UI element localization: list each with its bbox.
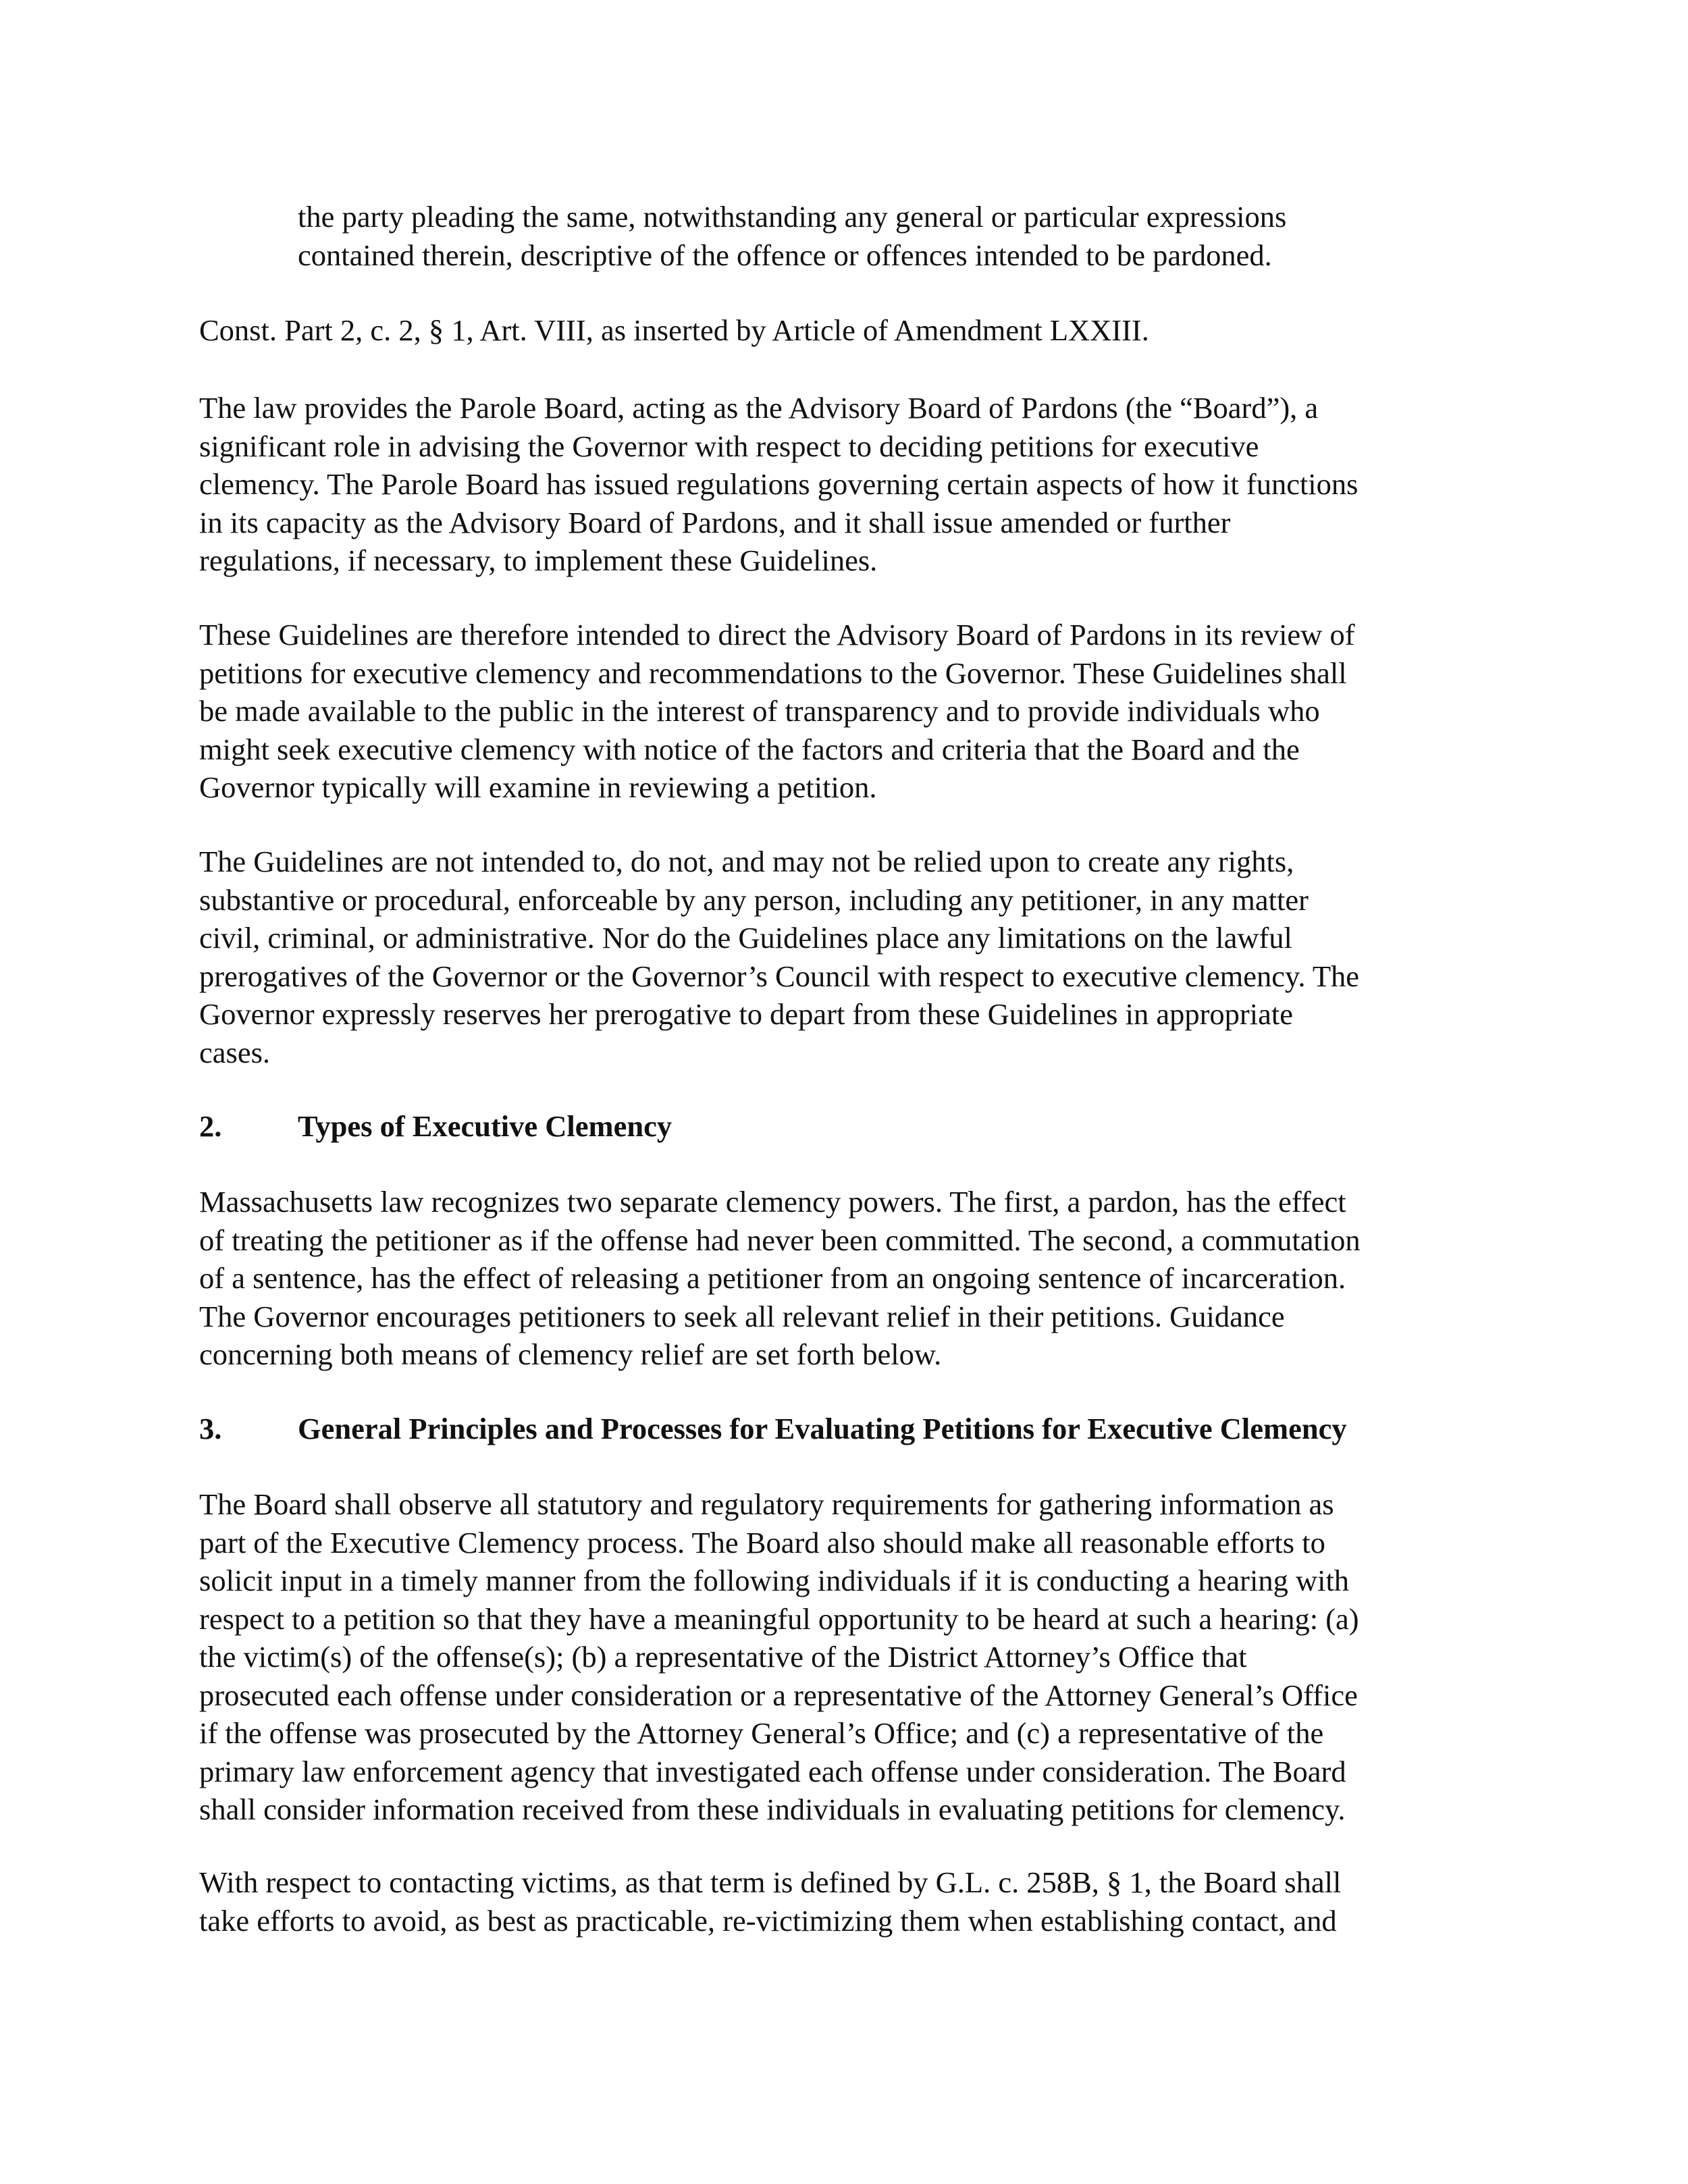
text-line: regulations, if necessary, to implement these Guidelines.	[199, 543, 878, 577]
text-line: primary law enforcement agency that investigated each offense under consideration. The Board	[199, 1754, 1346, 1788]
text-line: Massachusetts law recognizes two separate clemency powers. The first, a pardon, has the effect	[199, 1185, 1346, 1219]
text-line: With respect to contacting victims, as that term is defined by G.L. c. 258B, § 1, the Board shall	[199, 1865, 1342, 1899]
text-line: The law provides the Parole Board, acting as the Advisory Board of Pardons (the “Board”), a	[199, 391, 1319, 425]
paragraph-rights	[199, 843, 1489, 1071]
citation: Const. Part 2, c. 2, § 1, Art. VIII, as inserted by Article of Amendment LXXIII.	[199, 313, 1149, 347]
text-line: clemency. The Parole Board has issued regulations governing certain aspects of how it functions	[199, 467, 1359, 501]
text-line: be made available to the public in the interest of transparency and to provide individuals who	[199, 694, 1320, 728]
paragraph-law	[199, 389, 1489, 580]
text-line: These Guidelines are therefore intended to direct the Advisory Board of Pardons in its review of	[199, 618, 1355, 651]
text-line: of treating the petitioner as if the offense had never been committed. The second, a commutation	[199, 1223, 1361, 1257]
text-line: respect to a petition so that they have a meaningful opportunity to be heard at such a hearing: (a)	[199, 1601, 1359, 1636]
text-line: the party pleading the same, notwithstanding any general or particular expressions	[298, 200, 1287, 234]
section-number: 3.	[199, 1412, 222, 1445]
block-quote	[298, 198, 1446, 274]
text-line: significant role in advising the Governor with respect to deciding petitions for executive	[199, 429, 1259, 463]
section-title: General Principles and Processes for Evaluating Petitions for Executive Clemency	[298, 1412, 1347, 1445]
section-heading-2	[199, 1107, 672, 1146]
text-line: take efforts to avoid, as best as practicable, re-victimizing them when establishing contact, and	[199, 1903, 1337, 1938]
text-line: The Board shall observe all statutory and regulatory requirements for gathering information as	[199, 1487, 1334, 1521]
text-line: Governor expressly reserves her prerogative to depart from these Guidelines in appropriate	[199, 997, 1293, 1031]
text-line: of a sentence, has the effect of releasing a petitioner from an ongoing sentence of incarceration.	[199, 1261, 1346, 1295]
text-line: cases.	[199, 1035, 271, 1069]
text-line: the victim(s) of the offense(s); (b) a representative of the District Attorney’s Office that	[199, 1640, 1247, 1674]
text-line: solicit input in a timely manner from the following individuals if it is conducting a hearing with	[199, 1564, 1350, 1597]
text-line: petitions for executive clemency and recommendations to the Governor. These Guidelines shall	[199, 656, 1347, 690]
text-line: prerogatives of the Governor or the Governor’s Council with respect to executive clemency. The	[199, 959, 1360, 993]
text-line: The Guidelines are not intended to, do not, and may not be relied upon to create any rights,	[199, 845, 1294, 878]
section-number: 2.	[199, 1109, 222, 1143]
text-line: The Governor encourages petitioners to seek all relevant relief in their petitions. Guidance	[199, 1299, 1285, 1333]
text-line: shall consider information received from these individuals in evaluating petitions for clemency.	[199, 1792, 1346, 1826]
text-line: if the offense was prosecuted by the Attorney General’s Office; and (c) a representative of the	[199, 1716, 1324, 1750]
text-line: might seek executive clemency with notice of the factors and criteria that the Board and the	[199, 732, 1300, 766]
text-line: civil, criminal, or administrative. Nor do the Guidelines place any limitations on the lawful	[199, 921, 1292, 955]
text-line: concerning both means of clemency relief are set forth below.	[199, 1337, 942, 1371]
section-heading-3	[199, 1410, 1347, 1448]
text-line: in its capacity as the Advisory Board of Pardons, and it shall issue amended or further	[199, 505, 1231, 539]
text-line: part of the Executive Clemency process. The Board also should make all reasonable efforts to	[199, 1525, 1325, 1560]
paragraph-victims	[199, 1863, 1489, 1940]
paragraph-guidelines	[199, 616, 1489, 807]
section-title: Types of Executive Clemency	[298, 1109, 672, 1143]
text-line: contained therein, descriptive of the offence or offences intended to be pardoned.	[298, 238, 1272, 272]
text-line: prosecuted each offense under consideration or a representative of the Attorney General’s Office	[199, 1678, 1358, 1712]
text-line: substantive or procedural, enforceable by any person, including any petitioner, in any matter	[199, 882, 1309, 917]
paragraph-board	[199, 1485, 1489, 1829]
text-line: Governor typically will examine in reviewing a petition.	[199, 770, 877, 804]
paragraph-types	[199, 1183, 1489, 1374]
